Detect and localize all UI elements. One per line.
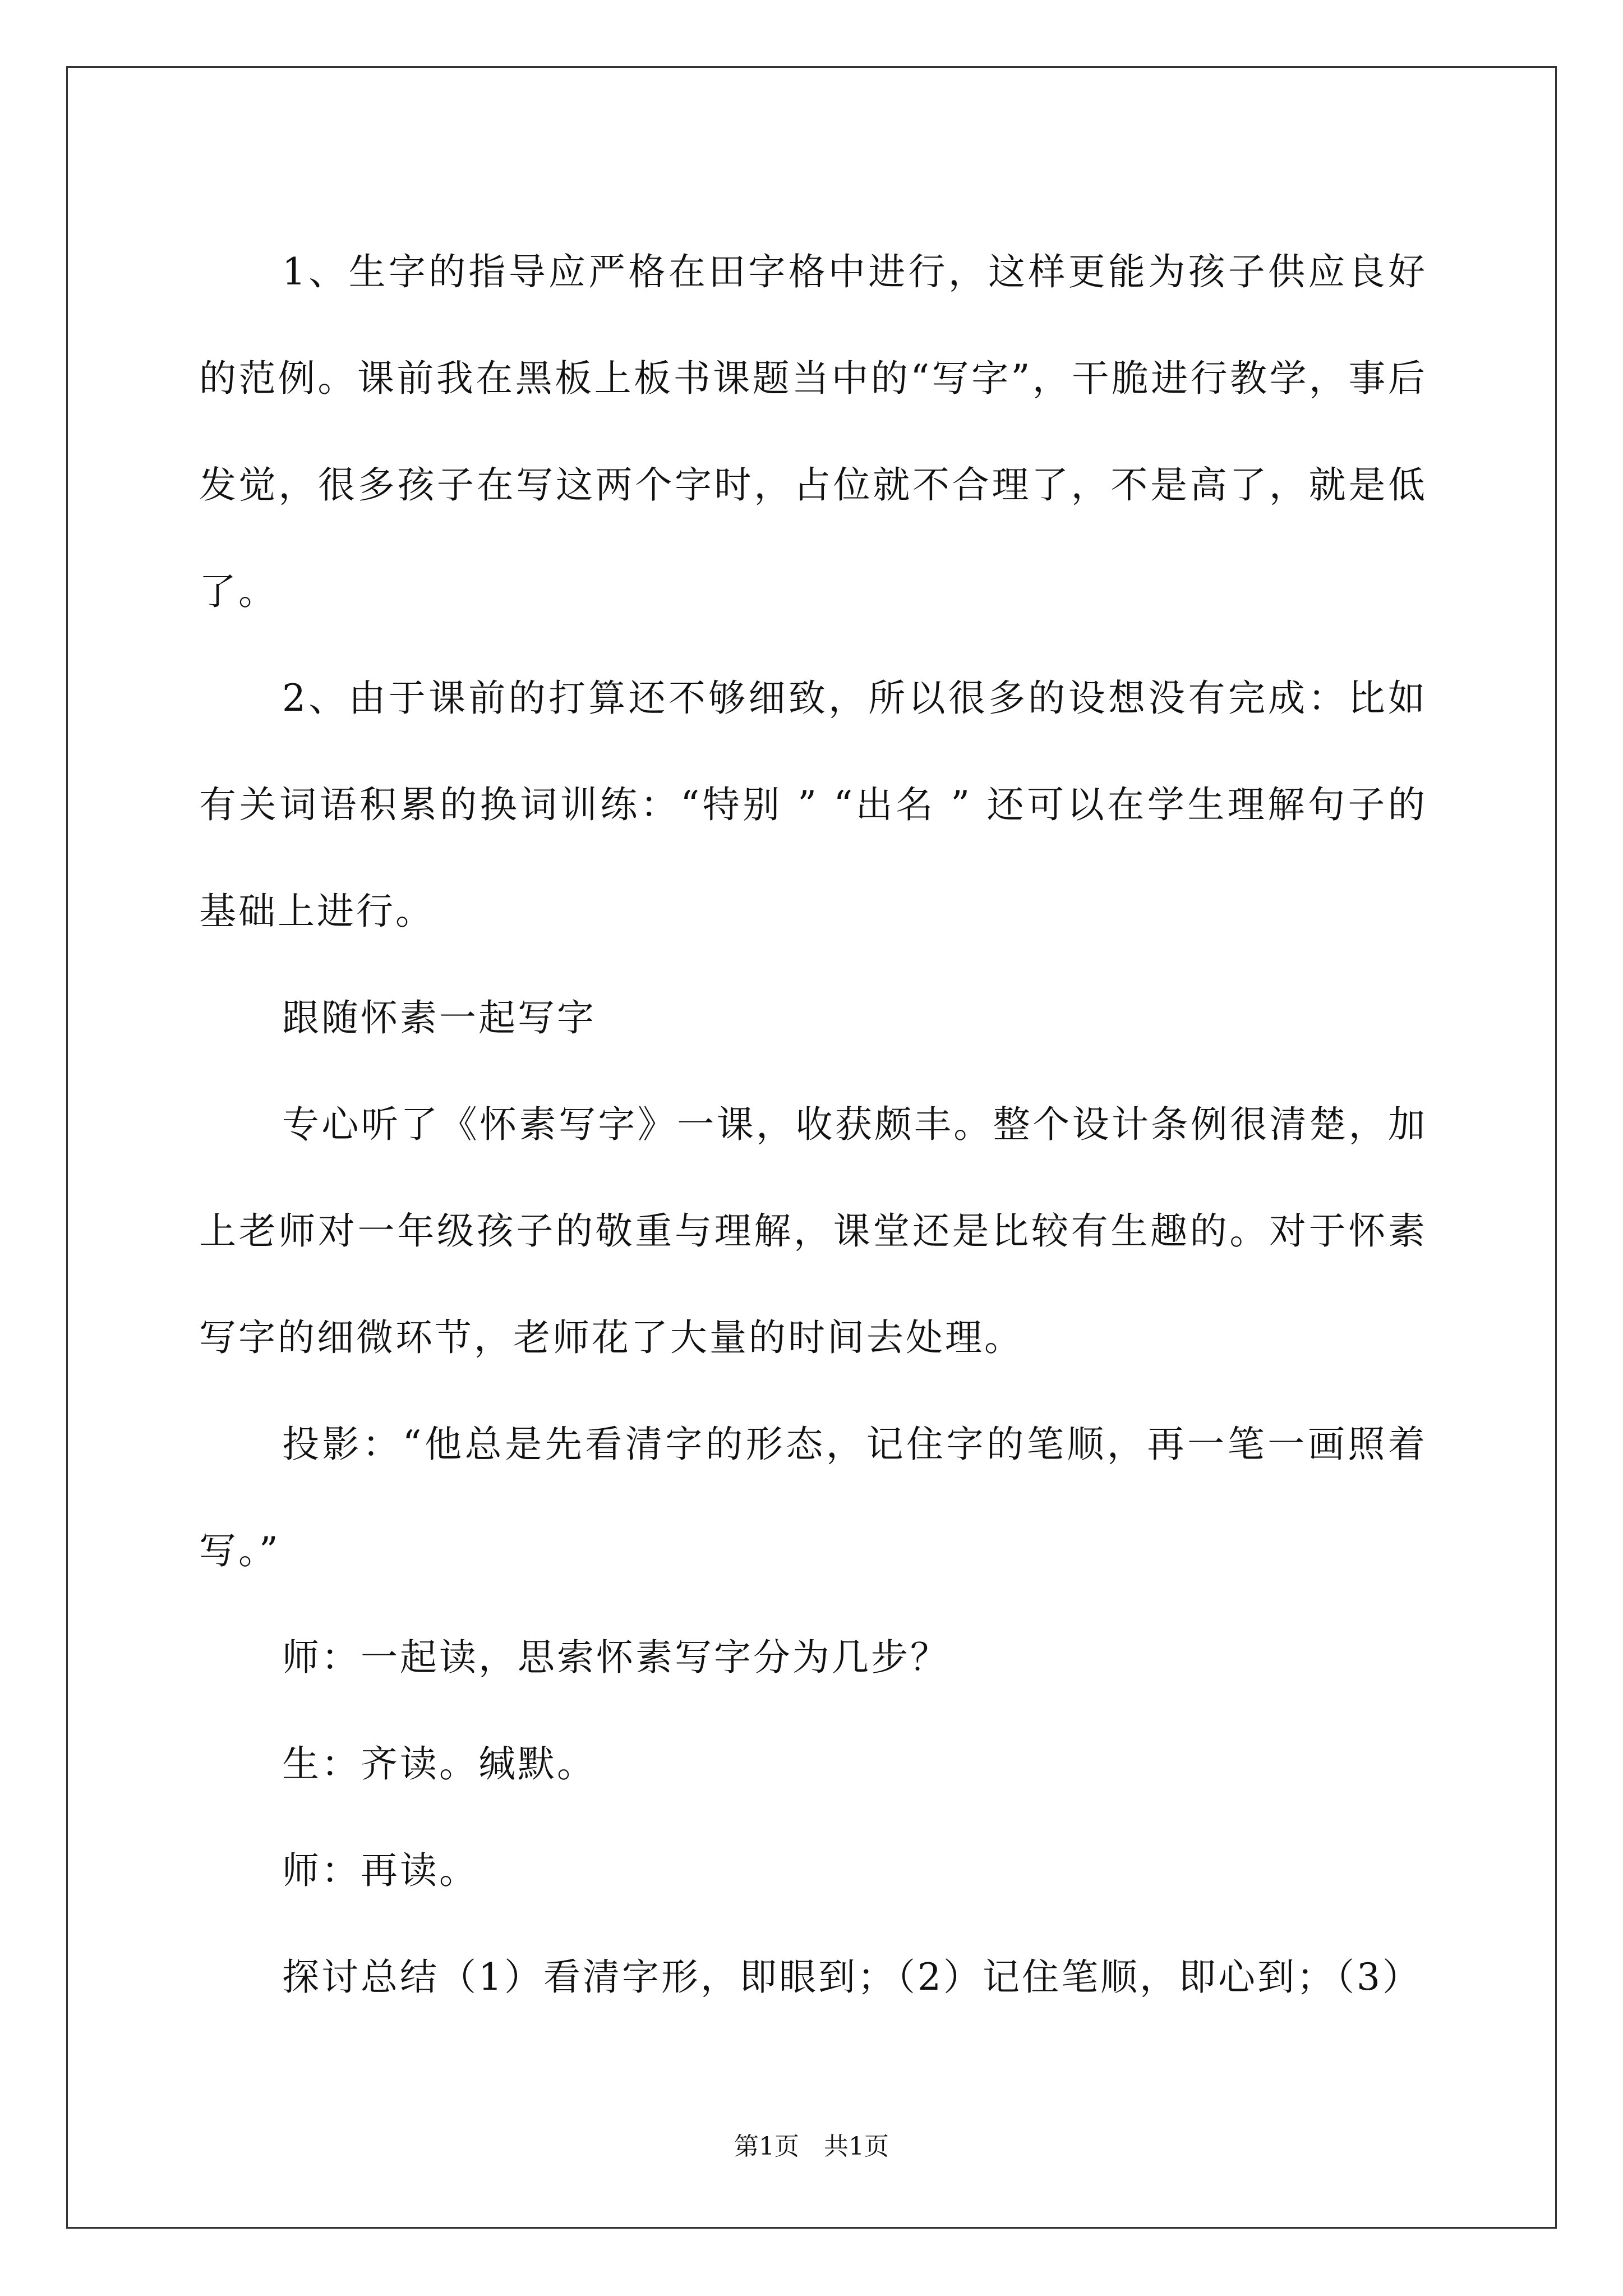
paragraph-8: 探讨总结（1）看清字形，即眼到；（2）记住笔顺，即心到；（3） bbox=[282, 1955, 1422, 1999]
document-body bbox=[199, 219, 1427, 2031]
paragraph-2: 2、由于课前的打算还不够细致，所以很多的设想没有完成：比如有关词语积累的换词训练：“特别 ” “出名 ” 还可以在学生理解句子的基础上进行。 bbox=[199, 677, 1427, 933]
page-number-total: 共1页 bbox=[824, 2132, 889, 2161]
page-footer bbox=[0, 2126, 1623, 2162]
paragraph-3: 专心听了《怀素写字》一课，收获颇丰。整个设计条例很清楚，加上老师对一年级孩子的敬重与理解，课堂还是比较有生趣的。对于怀素写字的细微环节，老师花了大量的时间去处理。 bbox=[199, 1103, 1427, 1359]
paragraph-7: 师：再读。 bbox=[282, 1849, 478, 1892]
paragraph-6: 生：齐读。缄默。 bbox=[282, 1742, 596, 1786]
paragraph-5: 师：一起读，思索怀素写字分为几步？ bbox=[282, 1636, 949, 1679]
page-number-current: 第1页 bbox=[734, 2132, 799, 2161]
section-heading: 跟随怀素一起写字 bbox=[282, 996, 596, 1039]
paragraph-1: 1、生字的指导应严格在田字格中进行，这样更能为孩子供应良好的范例。课前我在黑板上板书课题当中的“写字”，干脆进行教学，事后发觉，很多孩子在写这两个字时，占位就不合理了，不是高了，就是低了。 bbox=[199, 250, 1427, 613]
paragraph-4: 投影：“他总是先看清字的形态，记住字的笔顺，再一笔一画照着写。” bbox=[199, 1423, 1427, 1572]
